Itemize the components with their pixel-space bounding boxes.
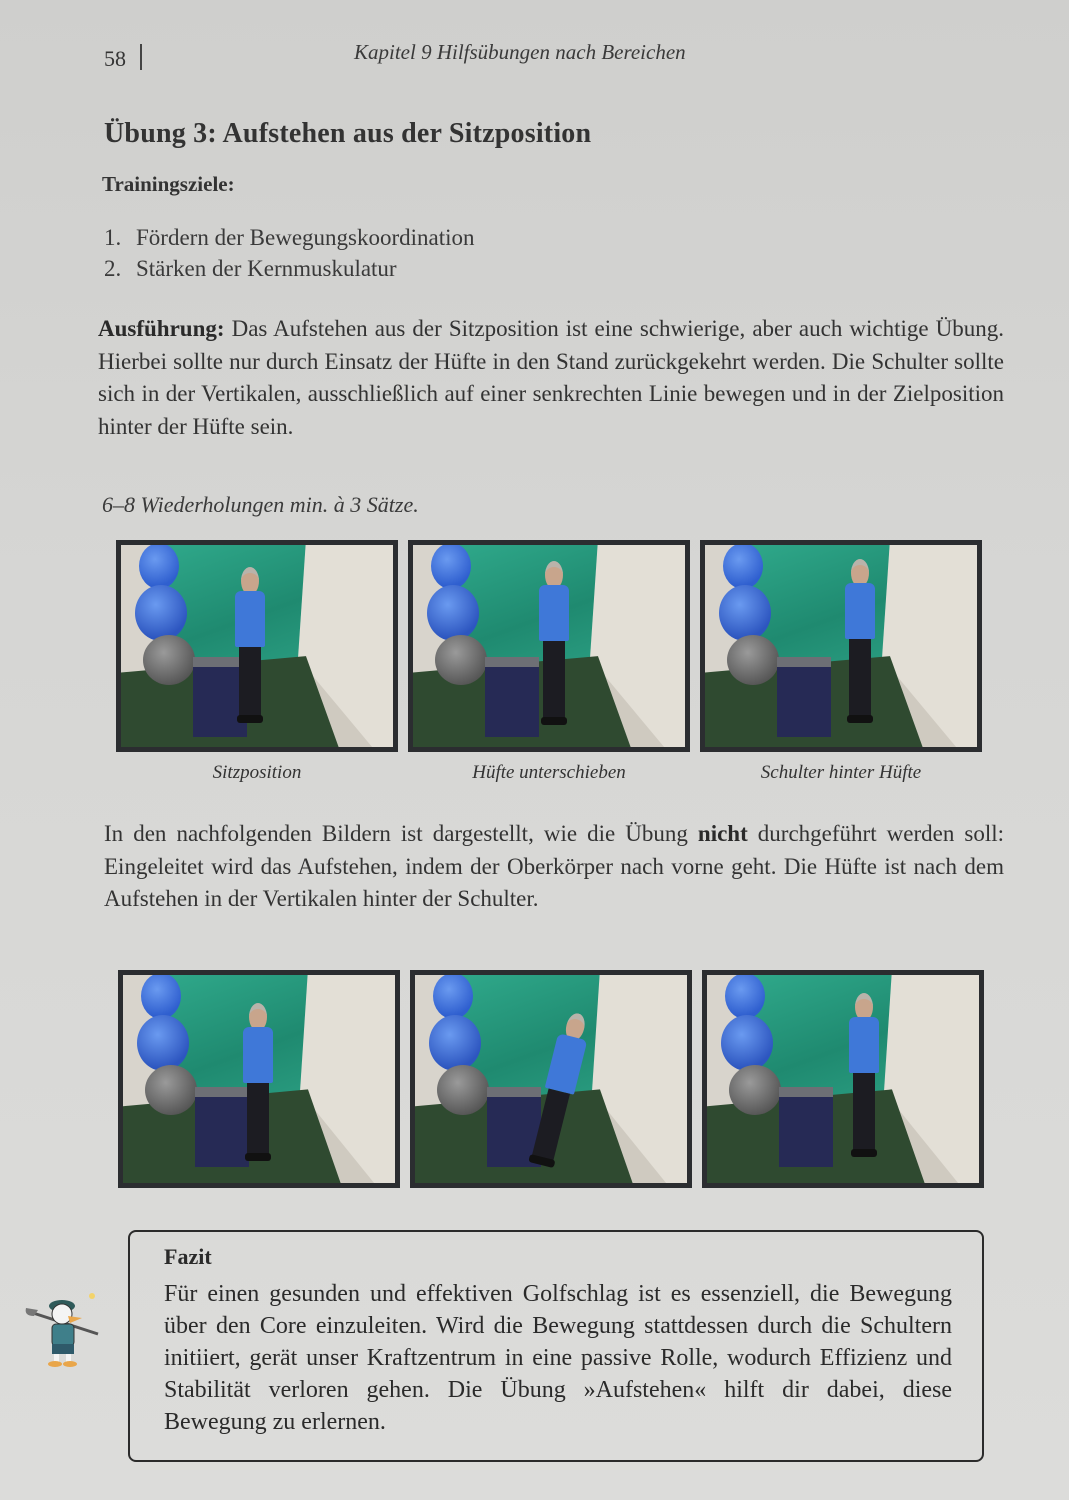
photo-wrong-leaning	[410, 970, 692, 1188]
repetitions-note: 6–8 Wiederholungen min. à 3 Sätze.	[102, 492, 419, 517]
page-header	[104, 40, 1009, 80]
execution-paragraph: Ausführung: Das Aufstehen aus der Sitzposition ist eine schwierige, aber auch wichtige Übung. Hierbei sollte nur durch Einsatz der Hüfte in den Stand zurückgekehrt werden. Die Schulter sollte sich in der Vertikalen, ausschließlich auf einer senkrechten Linie bewegen und in der Zielposition hinter der Hüfte sein.	[98, 316, 1004, 439]
header-divider	[140, 44, 142, 70]
fazit-title: Fazit	[164, 1244, 212, 1269]
wrong-photo-row	[118, 970, 984, 1188]
caption-schulter-hinter-huefte: Schulter hinter Hüfte	[760, 762, 922, 783]
fazit-box	[128, 1230, 984, 1462]
golfer-duck-icon	[20, 1282, 110, 1372]
fazit-text: Für einen gesunden und effektiven Golfschlag ist es essenziell, die Bewegung über den Core einzuleiten. Wird die Bewegung stattdessen durch die Schultern initiiert, gerät unser Kraftzentrum in eine passive Rolle, wodurch Effizienz und Stabilität verloren gehen. Die Übung »Aufstehen« hilft dir dabei, diese Bewegung zu erlernen.	[164, 1281, 952, 1435]
photo-shoulder-behind-hip	[700, 540, 982, 752]
photo-wrong-sitting	[118, 970, 400, 1188]
execution-label: Ausführung:	[98, 316, 225, 341]
photo-wrong-standing	[702, 970, 984, 1188]
caption-huefte-unterschieben: Hüfte unterschieben	[472, 762, 626, 783]
emphasis-nicht: nicht	[697, 821, 748, 846]
page-number: 58	[104, 46, 126, 71]
goal-item: 2. Stärken der Kernmuskulatur	[104, 256, 397, 281]
photo-hip-forward	[408, 540, 690, 752]
goal-item: 1. Fördern der Bewegungskoordination	[104, 225, 475, 250]
correct-photo-row	[116, 540, 982, 752]
photo-sitting	[116, 540, 398, 752]
caption-sitzposition: Sitzposition	[212, 762, 302, 783]
goals-list	[104, 222, 475, 284]
exercise-title: Übung 3: Aufstehen aus der Sitzposition	[104, 118, 592, 149]
goals-heading: Trainingsziele:	[102, 172, 235, 196]
wrong-execution-paragraph: In den nachfolgenden Bildern ist dargestellt, wie die Übung nicht durchgeführt werden soll: Eingeleitet wird das Aufstehen, indem der Oberkörper nach vorne geht. Die Hüfte ist nach dem Aufstehen in der Vertikalen hinter der Schulter.	[104, 821, 1004, 911]
running-head: Kapitel 9 Hilfsübungen nach Bereichen	[354, 40, 686, 64]
